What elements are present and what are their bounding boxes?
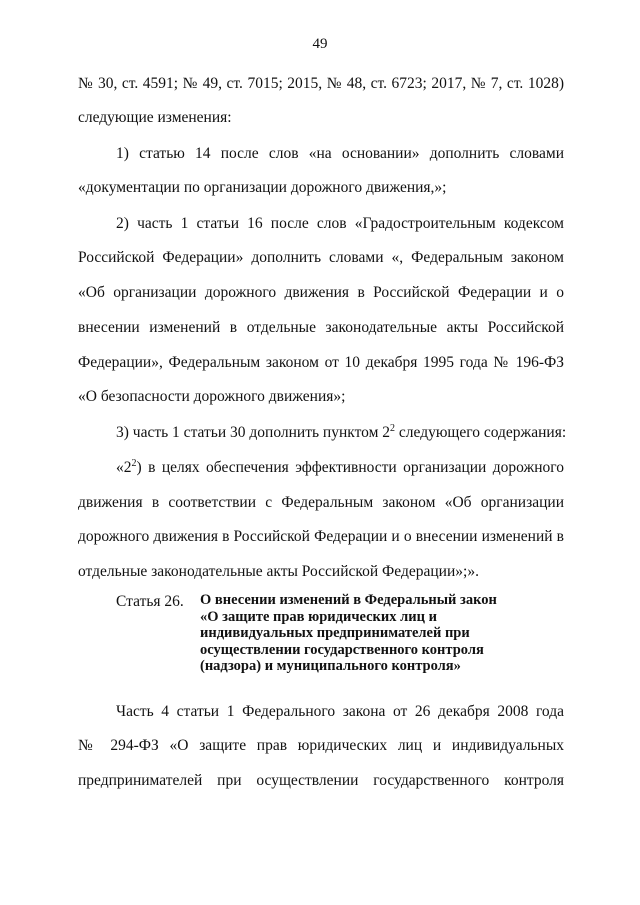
text-fragment: ) в целях обеспечения эффективности организации дорожного (136, 459, 564, 476)
text-line: «О безопасности дорожного движения»; (78, 388, 346, 405)
text-line: движения в соответствии с Федеральным законом «Об организации (78, 494, 564, 511)
article-title (200, 592, 540, 675)
text-line: предпринимателей при осуществлении государственного контроля (78, 772, 564, 789)
text-line: дорожного движения в Российской Федерации и о внесении изменений в (78, 528, 564, 545)
text-fragment: следующего содержания: (395, 424, 567, 441)
article-title-line: «О защите прав юридических лиц и (200, 608, 437, 625)
superscript: 2 (131, 458, 137, 469)
text-line: «Об организации дорожного движения в Российской Федерации и о (78, 284, 564, 301)
text-line: Российской Федерации» дополнить словами «, Федеральным законом (78, 249, 564, 266)
text-line: «документации по организации дорожного движения,»; (78, 179, 447, 196)
text-line: Федерации», Федеральным законом от 10 декабря 1995 года № 196-ФЗ (78, 354, 564, 371)
text-line (116, 423, 567, 443)
text-fragment: «2 (116, 459, 132, 476)
text-line: № 30, ст. 4591; № 49, ст. 7015; 2015, № 48, ст. 6723; 2017, № 7, ст. 1028) (78, 75, 564, 92)
article-title-line: О внесении изменений в Федеральный закон (200, 592, 497, 608)
text-line: следующие изменения: (78, 109, 232, 126)
text-fragment: 3) часть 1 статьи 30 дополнить пунктом 2 (116, 424, 391, 441)
text-line: внесении изменений в отдельные законодательные акты Российской (78, 319, 564, 336)
text-line: 1) статью 14 после слов «на основании» дополнить словами (116, 145, 564, 162)
text-line (116, 458, 564, 478)
text-line: № 294-ФЗ «О защите прав юридических лиц и индивидуальных (78, 737, 564, 754)
text-line: Часть 4 статьи 1 Федерального закона от 26 декабря 2008 года (116, 703, 564, 720)
superscript: 2 (390, 423, 396, 434)
article-title-line: осуществлении государственного контроля (200, 641, 484, 658)
article-title-line: индивидуальных предпринимателей при (200, 625, 470, 641)
text-line: 2) часть 1 статьи 16 после слов «Градостроительным кодексом (116, 215, 564, 232)
page-number: 49 (312, 36, 328, 52)
article-title-line: (надзора) и муниципального контроля» (200, 658, 461, 674)
article-label: Статья 26. (116, 593, 184, 610)
text-line: отдельные законодательные акты Российской Федерации»;». (78, 563, 479, 580)
